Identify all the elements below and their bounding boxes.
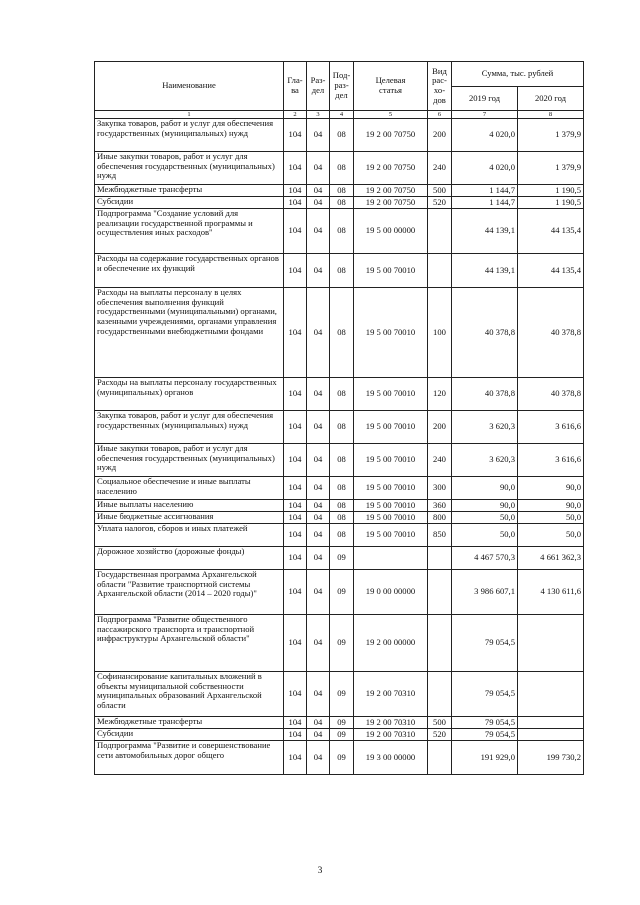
row-vid bbox=[428, 209, 452, 254]
row-glava: 104 bbox=[284, 741, 307, 775]
table-row bbox=[95, 672, 584, 717]
column-number: 7 bbox=[452, 111, 518, 119]
row-glava: 104 bbox=[284, 477, 307, 500]
row-vid: 240 bbox=[428, 444, 452, 477]
row-razdel: 04 bbox=[307, 500, 330, 512]
row-sum-2019: 90,0 bbox=[452, 500, 518, 512]
row-sum-2020 bbox=[518, 672, 584, 717]
header-2020: 2020 год bbox=[518, 87, 584, 111]
row-sum-2019: 50,0 bbox=[452, 512, 518, 524]
row-glava: 104 bbox=[284, 729, 307, 741]
row-name: Софинансирование капитальных вложений в объекты муниципальной собственности муниципальных образований Архангельской области bbox=[95, 672, 284, 717]
row-article: 19 5 00 70010 bbox=[354, 524, 428, 547]
row-razdel: 04 bbox=[307, 729, 330, 741]
row-vid: 500 bbox=[428, 185, 452, 197]
row-podrazdel: 08 bbox=[330, 185, 354, 197]
row-podrazdel: 08 bbox=[330, 152, 354, 185]
row-vid: 800 bbox=[428, 512, 452, 524]
table-row bbox=[95, 500, 584, 512]
row-podrazdel: 08 bbox=[330, 288, 354, 378]
table-row bbox=[95, 741, 584, 775]
row-razdel: 04 bbox=[307, 615, 330, 672]
row-sum-2020: 199 730,2 bbox=[518, 741, 584, 775]
row-name: Уплата налогов, сборов и иных платежей bbox=[95, 524, 284, 547]
row-glava: 104 bbox=[284, 524, 307, 547]
row-sum-2019: 79 054,5 bbox=[452, 672, 518, 717]
row-sum-2019: 79 054,5 bbox=[452, 615, 518, 672]
row-razdel: 04 bbox=[307, 477, 330, 500]
header-article: Целевая статья bbox=[354, 62, 428, 111]
row-podrazdel: 08 bbox=[330, 209, 354, 254]
row-sum-2020: 4 130 611,6 bbox=[518, 570, 584, 615]
row-vid: 520 bbox=[428, 729, 452, 741]
row-vid bbox=[428, 672, 452, 717]
row-glava: 104 bbox=[284, 288, 307, 378]
row-sum-2020: 1 379,9 bbox=[518, 152, 584, 185]
table-row bbox=[95, 444, 584, 477]
header-podrazdel: Под- раз- дел bbox=[330, 62, 354, 111]
row-sum-2020 bbox=[518, 615, 584, 672]
row-sum-2019: 90,0 bbox=[452, 477, 518, 500]
row-sum-2020: 3 616,6 bbox=[518, 411, 584, 444]
table-row bbox=[95, 570, 584, 615]
row-article: 19 2 00 00000 bbox=[354, 615, 428, 672]
row-article: 19 5 00 70010 bbox=[354, 477, 428, 500]
row-glava: 104 bbox=[284, 411, 307, 444]
row-sum-2019: 40 378,8 bbox=[452, 288, 518, 378]
row-glava: 104 bbox=[284, 254, 307, 288]
row-article: 19 2 00 70750 bbox=[354, 119, 428, 152]
row-razdel: 04 bbox=[307, 197, 330, 209]
row-vid: 850 bbox=[428, 524, 452, 547]
row-name: Субсидии bbox=[95, 197, 284, 209]
row-podrazdel: 09 bbox=[330, 672, 354, 717]
row-sum-2020: 3 616,6 bbox=[518, 444, 584, 477]
table-row bbox=[95, 197, 584, 209]
row-podrazdel: 08 bbox=[330, 444, 354, 477]
row-article: 19 5 00 00000 bbox=[354, 209, 428, 254]
row-sum-2019: 191 929,0 bbox=[452, 741, 518, 775]
row-glava: 104 bbox=[284, 672, 307, 717]
row-sum-2019: 79 054,5 bbox=[452, 717, 518, 729]
row-glava: 104 bbox=[284, 185, 307, 197]
row-vid bbox=[428, 254, 452, 288]
row-name: Подпрограмма "Создание условий для реализации государственной программы и осуществления иных расходов" bbox=[95, 209, 284, 254]
row-glava: 104 bbox=[284, 119, 307, 152]
table-row bbox=[95, 254, 584, 288]
table-row bbox=[95, 615, 584, 672]
row-glava: 104 bbox=[284, 512, 307, 524]
row-podrazdel: 09 bbox=[330, 717, 354, 729]
row-sum-2019: 4 467 570,3 bbox=[452, 547, 518, 570]
row-article: 19 5 00 70010 bbox=[354, 378, 428, 411]
row-podrazdel: 09 bbox=[330, 570, 354, 615]
row-sum-2020: 1 379,9 bbox=[518, 119, 584, 152]
row-article: 19 3 00 00000 bbox=[354, 741, 428, 775]
row-glava: 104 bbox=[284, 615, 307, 672]
row-razdel: 04 bbox=[307, 254, 330, 288]
row-article: 19 2 00 70750 bbox=[354, 185, 428, 197]
row-name: Расходы на содержание государственных органов и обеспечение их функций bbox=[95, 254, 284, 288]
column-number: 4 bbox=[330, 111, 354, 119]
row-razdel: 04 bbox=[307, 512, 330, 524]
row-razdel: 04 bbox=[307, 444, 330, 477]
table-row bbox=[95, 717, 584, 729]
row-article: 19 2 00 70310 bbox=[354, 717, 428, 729]
table-row bbox=[95, 547, 584, 570]
row-sum-2020: 40 378,8 bbox=[518, 288, 584, 378]
row-sum-2019: 4 020,0 bbox=[452, 119, 518, 152]
header-razdel: Раз- дел bbox=[307, 62, 330, 111]
row-article: 19 2 00 70310 bbox=[354, 672, 428, 717]
row-podrazdel: 08 bbox=[330, 524, 354, 547]
row-podrazdel: 08 bbox=[330, 411, 354, 444]
row-podrazdel: 09 bbox=[330, 741, 354, 775]
header-name: Наименование bbox=[95, 62, 284, 111]
row-article bbox=[354, 547, 428, 570]
row-sum-2020: 90,0 bbox=[518, 500, 584, 512]
row-sum-2019: 40 378,8 bbox=[452, 378, 518, 411]
row-name: Субсидии bbox=[95, 729, 284, 741]
row-sum-2019: 3 986 607,1 bbox=[452, 570, 518, 615]
table-row bbox=[95, 512, 584, 524]
row-name: Расходы на выплаты персоналу в целях обеспечения выполнения функций государственными (муниципальными) органами, казенными учреждениями, органами управления государственными внебюджетными фондами bbox=[95, 288, 284, 378]
row-vid: 360 bbox=[428, 500, 452, 512]
budget-table bbox=[94, 61, 584, 775]
row-name: Дорожное хозяйство (дорожные фонды) bbox=[95, 547, 284, 570]
table-row bbox=[95, 288, 584, 378]
row-sum-2020: 40 378,8 bbox=[518, 378, 584, 411]
table-row bbox=[95, 185, 584, 197]
row-sum-2020: 1 190,5 bbox=[518, 197, 584, 209]
column-number: 6 bbox=[428, 111, 452, 119]
row-vid: 100 bbox=[428, 288, 452, 378]
row-vid: 200 bbox=[428, 119, 452, 152]
row-razdel: 04 bbox=[307, 411, 330, 444]
row-vid: 300 bbox=[428, 477, 452, 500]
row-podrazdel: 09 bbox=[330, 729, 354, 741]
row-sum-2019: 4 020,0 bbox=[452, 152, 518, 185]
row-name: Подпрограмма "Развитие и совершенствование сети автомобильных дорог общего bbox=[95, 741, 284, 775]
row-podrazdel: 09 bbox=[330, 615, 354, 672]
row-sum-2020: 50,0 bbox=[518, 512, 584, 524]
table-row bbox=[95, 119, 584, 152]
table-row bbox=[95, 477, 584, 500]
row-razdel: 04 bbox=[307, 547, 330, 570]
row-glava: 104 bbox=[284, 378, 307, 411]
table-row bbox=[95, 729, 584, 741]
row-sum-2019: 1 144,7 bbox=[452, 185, 518, 197]
row-podrazdel: 08 bbox=[330, 378, 354, 411]
row-podrazdel: 08 bbox=[330, 197, 354, 209]
row-article: 19 2 00 70310 bbox=[354, 729, 428, 741]
row-podrazdel: 09 bbox=[330, 547, 354, 570]
table-row bbox=[95, 152, 584, 185]
column-number: 2 bbox=[284, 111, 307, 119]
column-number: 5 bbox=[354, 111, 428, 119]
header-2019: 2019 год bbox=[452, 87, 518, 111]
row-sum-2020 bbox=[518, 717, 584, 729]
row-podrazdel: 08 bbox=[330, 254, 354, 288]
row-razdel: 04 bbox=[307, 185, 330, 197]
row-sum-2019: 50,0 bbox=[452, 524, 518, 547]
row-article: 19 5 00 70010 bbox=[354, 444, 428, 477]
row-razdel: 04 bbox=[307, 524, 330, 547]
row-sum-2019: 44 139,1 bbox=[452, 254, 518, 288]
row-podrazdel: 08 bbox=[330, 119, 354, 152]
row-vid bbox=[428, 615, 452, 672]
header-sum: Сумма, тыс. рублей bbox=[452, 62, 584, 87]
row-article: 19 0 00 00000 bbox=[354, 570, 428, 615]
row-glava: 104 bbox=[284, 570, 307, 615]
column-number: 3 bbox=[307, 111, 330, 119]
row-podrazdel: 08 bbox=[330, 500, 354, 512]
column-number-row bbox=[95, 111, 584, 119]
row-sum-2019: 79 054,5 bbox=[452, 729, 518, 741]
row-razdel: 04 bbox=[307, 672, 330, 717]
row-sum-2019: 3 620,3 bbox=[452, 411, 518, 444]
header-glava: Гла- ва bbox=[284, 62, 307, 111]
column-number: 8 bbox=[518, 111, 584, 119]
row-article: 19 2 00 70750 bbox=[354, 152, 428, 185]
row-razdel: 04 bbox=[307, 152, 330, 185]
row-name: Расходы на выплаты персоналу государственных (муниципальных) органов bbox=[95, 378, 284, 411]
row-sum-2020 bbox=[518, 729, 584, 741]
row-razdel: 04 bbox=[307, 378, 330, 411]
row-podrazdel: 08 bbox=[330, 512, 354, 524]
row-glava: 104 bbox=[284, 152, 307, 185]
row-name: Закупка товаров, работ и услуг для обеспечения государственных (муниципальных) нужд bbox=[95, 119, 284, 152]
column-number: 1 bbox=[95, 111, 284, 119]
row-razdel: 04 bbox=[307, 209, 330, 254]
row-name: Иные выплаты населению bbox=[95, 500, 284, 512]
row-vid bbox=[428, 570, 452, 615]
row-glava: 104 bbox=[284, 197, 307, 209]
row-article: 19 5 00 70010 bbox=[354, 254, 428, 288]
table-row bbox=[95, 411, 584, 444]
row-article: 19 5 00 70010 bbox=[354, 512, 428, 524]
row-vid bbox=[428, 547, 452, 570]
row-article: 19 5 00 70010 bbox=[354, 500, 428, 512]
row-name: Иные закупки товаров, работ и услуг для обеспечения государственных (муниципальных) нужд bbox=[95, 152, 284, 185]
row-glava: 104 bbox=[284, 717, 307, 729]
row-sum-2020: 44 135,4 bbox=[518, 209, 584, 254]
row-name: Иные бюджетные ассигнования bbox=[95, 512, 284, 524]
row-sum-2020: 4 661 362,3 bbox=[518, 547, 584, 570]
table-row bbox=[95, 524, 584, 547]
row-article: 19 5 00 70010 bbox=[354, 411, 428, 444]
page-number: 3 bbox=[317, 866, 323, 876]
row-razdel: 04 bbox=[307, 119, 330, 152]
row-name: Межбюджетные трансферты bbox=[95, 717, 284, 729]
row-sum-2020: 90,0 bbox=[518, 477, 584, 500]
header-row bbox=[95, 62, 584, 87]
row-razdel: 04 bbox=[307, 741, 330, 775]
row-article: 19 5 00 70010 bbox=[354, 288, 428, 378]
table-body bbox=[95, 119, 584, 775]
row-vid: 240 bbox=[428, 152, 452, 185]
row-vid: 520 bbox=[428, 197, 452, 209]
row-sum-2019: 44 139,1 bbox=[452, 209, 518, 254]
table-row bbox=[95, 209, 584, 254]
row-name: Государственная программа Архангельской области "Развитие транспортной системы Архангельской области (2014 – 2020 годы)" bbox=[95, 570, 284, 615]
row-glava: 104 bbox=[284, 547, 307, 570]
row-sum-2020: 50,0 bbox=[518, 524, 584, 547]
row-glava: 104 bbox=[284, 444, 307, 477]
row-vid bbox=[428, 741, 452, 775]
row-sum-2020: 44 135,4 bbox=[518, 254, 584, 288]
row-name: Иные закупки товаров, работ и услуг для обеспечения государственных (муниципальных) нужд bbox=[95, 444, 284, 477]
row-name: Закупка товаров, работ и услуг для обеспечения государственных (муниципальных) нужд bbox=[95, 411, 284, 444]
row-sum-2019: 3 620,3 bbox=[452, 444, 518, 477]
row-sum-2020: 1 190,5 bbox=[518, 185, 584, 197]
row-article: 19 2 00 70750 bbox=[354, 197, 428, 209]
header-vid: Вид рас- хо- дов bbox=[428, 62, 452, 111]
row-name: Социальное обеспечение и иные выплаты населению bbox=[95, 477, 284, 500]
row-razdel: 04 bbox=[307, 288, 330, 378]
table-row bbox=[95, 378, 584, 411]
row-glava: 104 bbox=[284, 209, 307, 254]
row-razdel: 04 bbox=[307, 717, 330, 729]
row-name: Подпрограмма "Развитие общественного пассажирского транспорта и транспортной инфраструктуры Архангельской области" bbox=[95, 615, 284, 672]
row-sum-2019: 1 144,7 bbox=[452, 197, 518, 209]
row-vid: 200 bbox=[428, 411, 452, 444]
row-glava: 104 bbox=[284, 500, 307, 512]
row-vid: 120 bbox=[428, 378, 452, 411]
row-podrazdel: 08 bbox=[330, 477, 354, 500]
row-razdel: 04 bbox=[307, 570, 330, 615]
row-name: Межбюджетные трансферты bbox=[95, 185, 284, 197]
row-vid: 500 bbox=[428, 717, 452, 729]
